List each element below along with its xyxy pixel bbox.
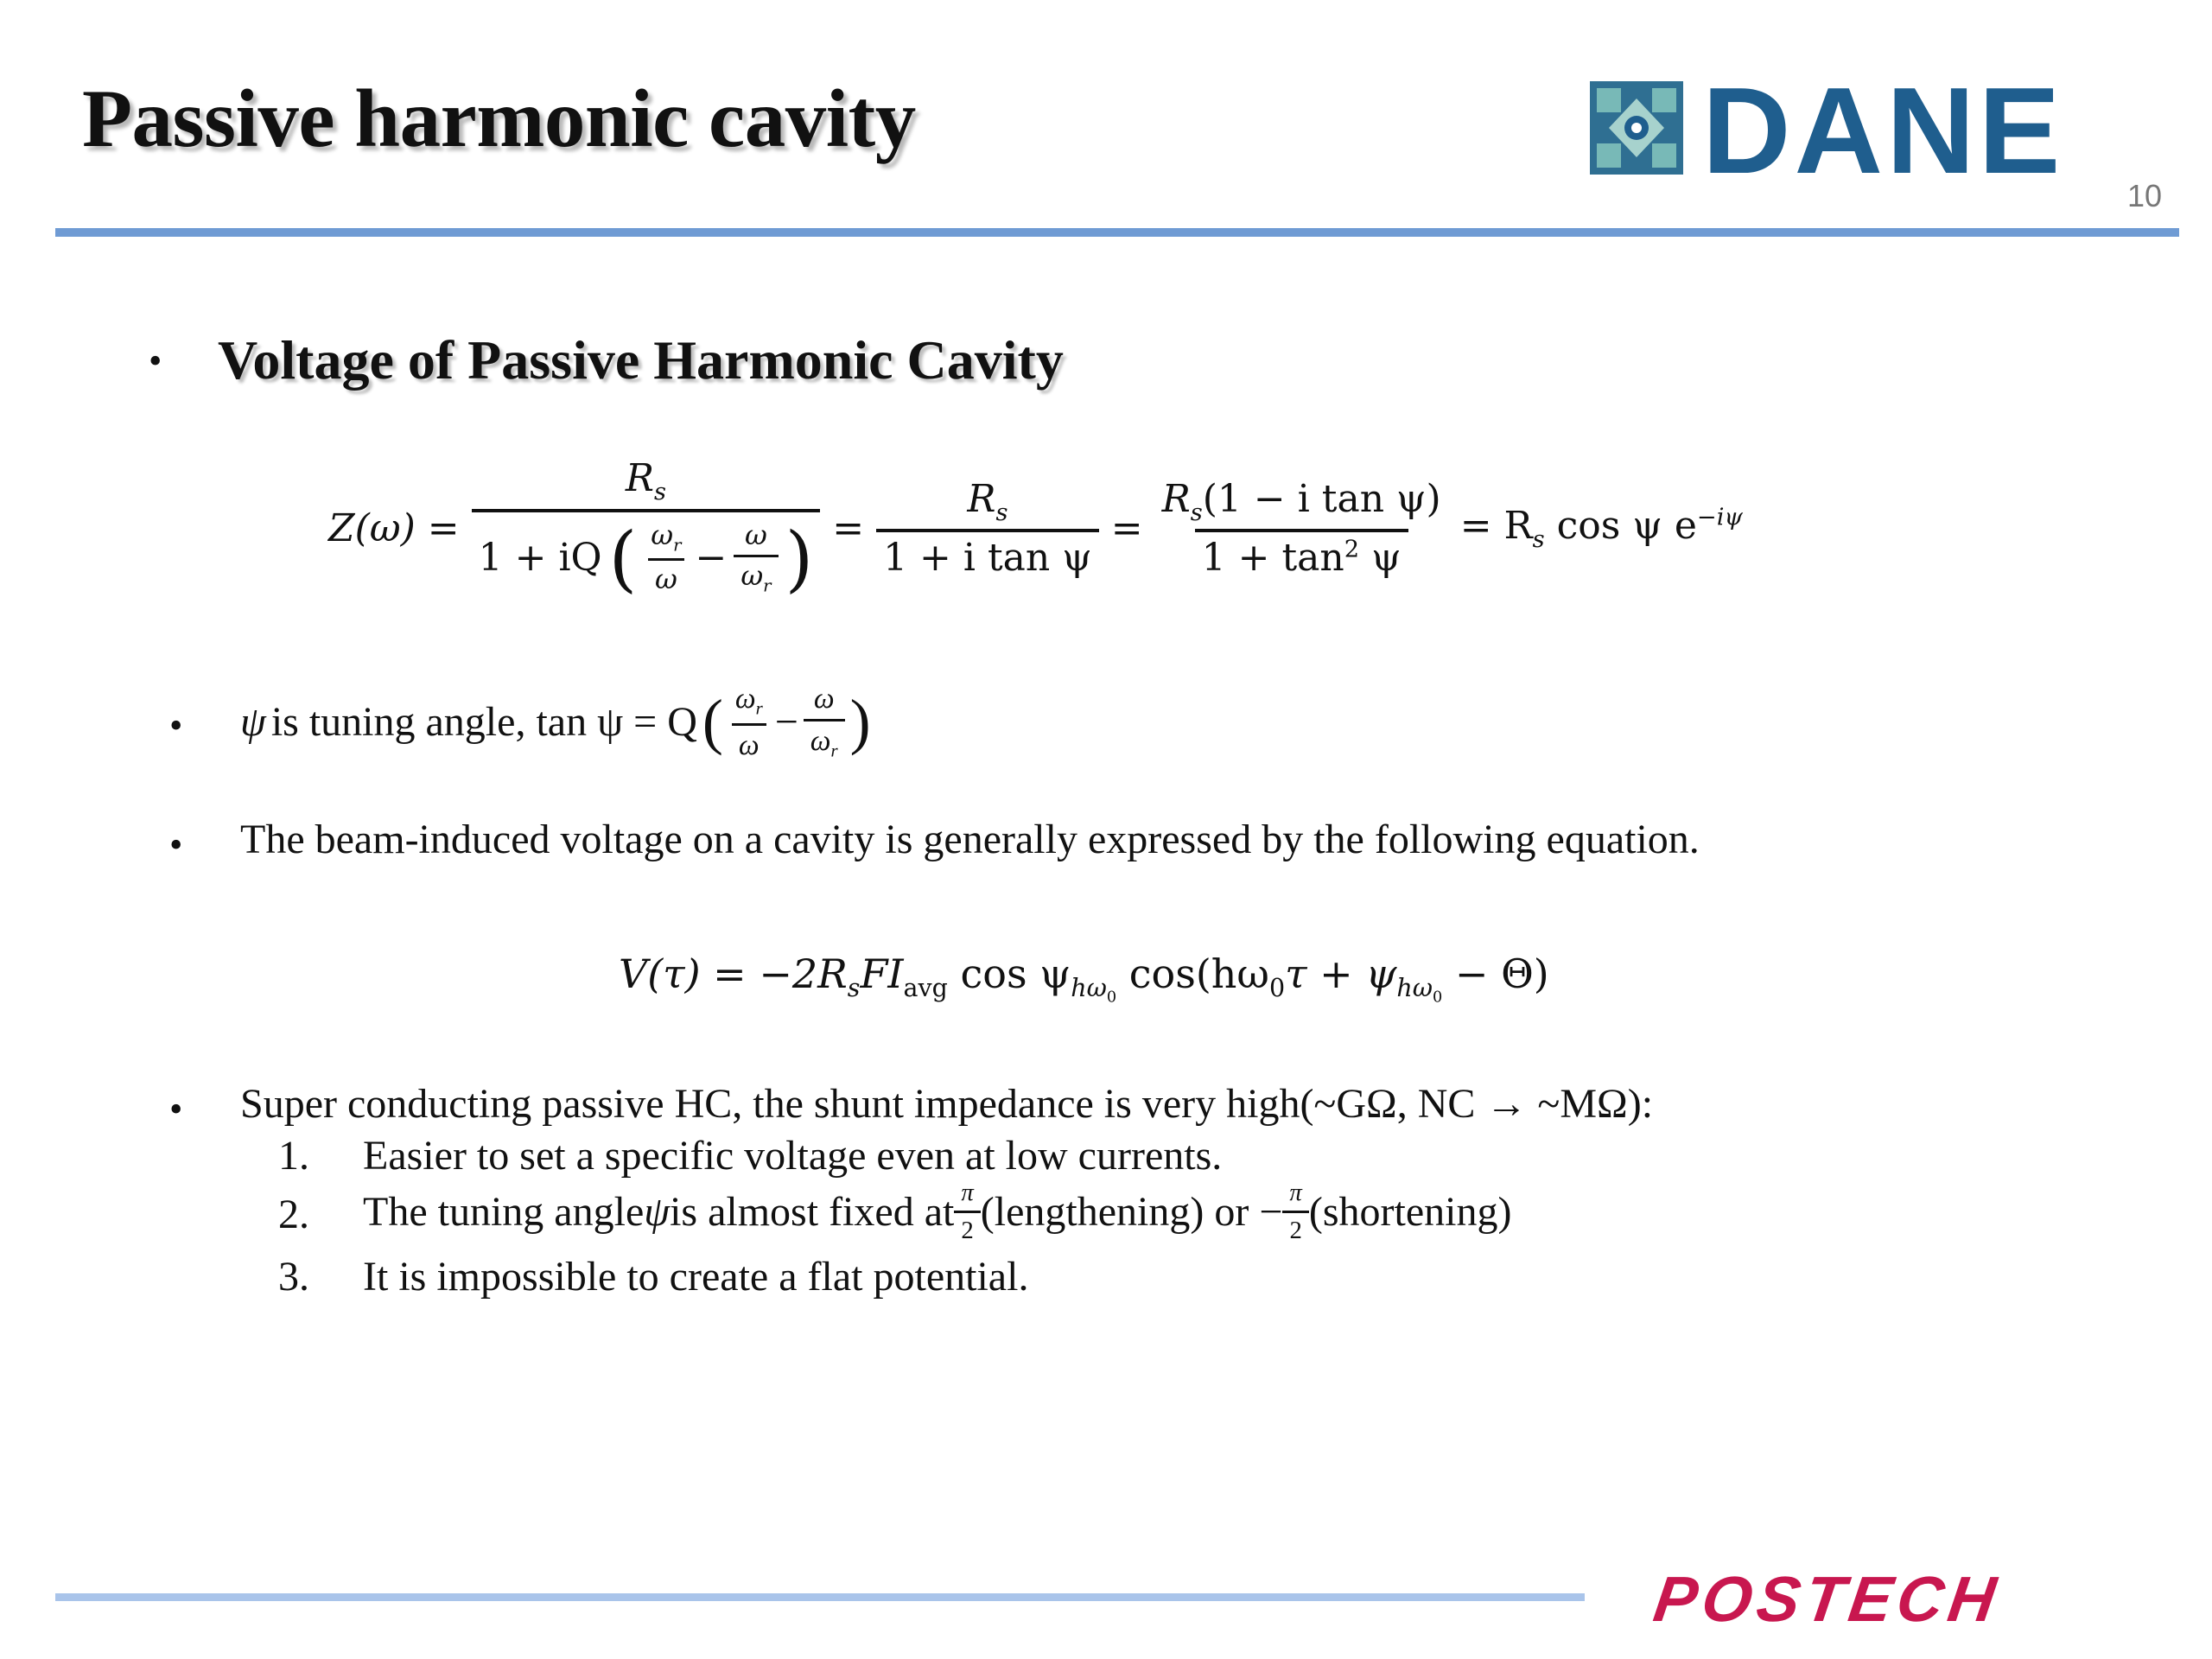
dane-emblem-icon xyxy=(1590,81,1683,175)
beam-voltage-text: The beam-induced voltage on a cavity is generally expressed by the following equation. xyxy=(240,817,1700,862)
bullet: • xyxy=(169,1088,183,1130)
list-number: 2. xyxy=(278,1192,309,1237)
eq1-fraction-2: $\frac{R_s}{\text{1 + i tan ψ}}$ xyxy=(876,477,1099,581)
slide-title: Passive harmonic cavity xyxy=(82,73,916,164)
header-divider xyxy=(55,228,2179,237)
eq1-fraction-3: $\frac{R_s(1 - i \tan \psi)}{1 + \tan^2 \psi}$ xyxy=(1161,476,1441,581)
section-heading: Voltage of Passive Harmonic Cavity xyxy=(218,329,1064,391)
beam-voltage-equation: $V(\tau) = -2R_sFI_{avg}$ $\cos \psi_{h\omega_0}$ $\cos(h\omega_0\tau + \psi_{h\omega_0} - \Theta)$ xyxy=(619,950,1549,1007)
eq1-lhs: Z(ω) = xyxy=(328,505,460,550)
list-number: 1. xyxy=(278,1133,309,1179)
list-item: Easier to set a specific voltage even at low currents. xyxy=(363,1133,1223,1179)
tuning-angle-text: ψ is tuning angle, tan ψ = Q ( $\frac{\omega_r}{\omega}$ − $\frac{\omega}{\omega_r}$ ) xyxy=(240,683,871,761)
list-number: 3. xyxy=(278,1254,309,1300)
footer-divider xyxy=(55,1593,1585,1601)
bullet: • xyxy=(149,340,162,382)
bullet: • xyxy=(169,704,183,747)
superconducting-text: Super conducting passive HC, the shunt impedance is very high(~GΩ, NC → ~MΩ): xyxy=(240,1081,1654,1127)
postech-logo: POSTECH xyxy=(1649,1563,2005,1635)
list-item: It is impossible to create a flat potential. xyxy=(363,1254,1029,1300)
dane-logo xyxy=(1590,79,2152,183)
page-number: 10 xyxy=(2127,178,2163,213)
impedance-equation: Z(ω) = $R_s$ 1 + iQ ( $\frac{\omega_r}{\omega}$ − $\frac{\omega}{\omega_r}$ ) = $\frac{R_s}{\text{1 + i tan ψ}}$ = $\frac{R_s(1 - i \tan \psi)}{1 + \tan^2 \psi}$ = $R_s$ cos ψ $e^{-i\psi}$ xyxy=(328,456,1743,601)
list-item: The tuning angle ψ is almost fixed at $\frac{\pi}{2}$ (lengthening) or − $\frac{\pi}{2}$ (shortening) xyxy=(363,1179,1512,1244)
dane-logo-text: DANE xyxy=(1702,79,2064,183)
eq1-fraction-1: $R_s$ 1 + iQ ( $\frac{\omega_r}{\omega}$ − $\frac{\omega}{\omega_r}$ ) xyxy=(472,456,821,601)
bullet: • xyxy=(169,823,183,866)
